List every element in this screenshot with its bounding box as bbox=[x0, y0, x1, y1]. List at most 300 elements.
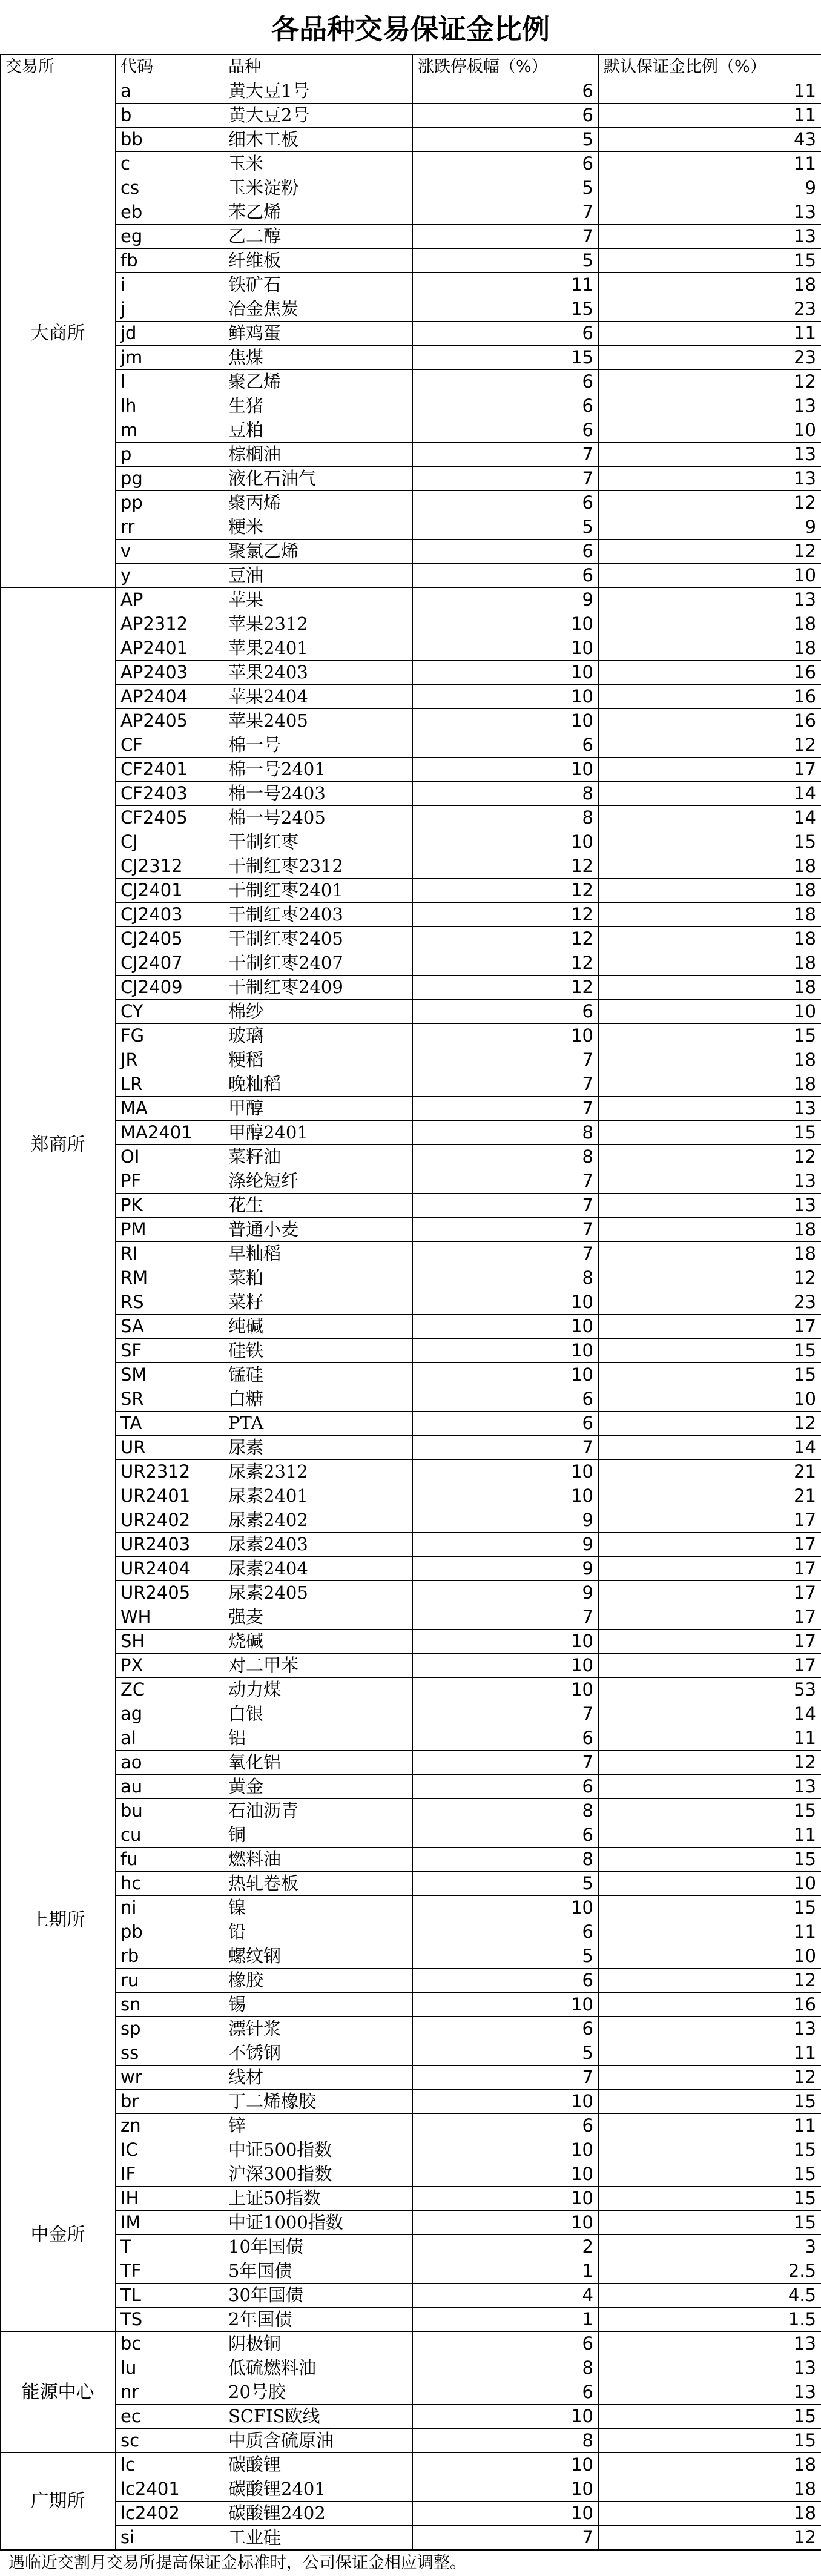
code-cell: si bbox=[116, 2526, 223, 2550]
table-row bbox=[1, 588, 821, 612]
limit-cell: 8 bbox=[413, 782, 599, 806]
code-cell: IM bbox=[116, 2211, 223, 2235]
margin-cell: 13 bbox=[599, 2356, 821, 2380]
table-row bbox=[1, 2114, 821, 2138]
code-cell: lc2402 bbox=[116, 2502, 223, 2526]
code-cell: ss bbox=[116, 2041, 223, 2066]
limit-cell: 7 bbox=[413, 225, 599, 249]
margin-cell: 13 bbox=[599, 2017, 821, 2041]
product-cell: 菜粕 bbox=[223, 1266, 413, 1290]
code-cell: CF bbox=[116, 733, 223, 758]
limit-cell: 10 bbox=[413, 1630, 599, 1654]
product-cell: 早籼稻 bbox=[223, 1242, 413, 1266]
table-row bbox=[1, 1678, 821, 1702]
code-cell: wr bbox=[116, 2066, 223, 2090]
code-cell: CJ2407 bbox=[116, 951, 223, 976]
product-cell: 镍 bbox=[223, 1896, 413, 1920]
code-cell: TS bbox=[116, 2308, 223, 2332]
code-cell: TA bbox=[116, 1412, 223, 1436]
margin-cell: 43 bbox=[599, 128, 821, 152]
limit-cell: 10 bbox=[413, 612, 599, 636]
table-row bbox=[1, 1702, 821, 1726]
product-cell: 动力煤 bbox=[223, 1678, 413, 1702]
code-cell: pg bbox=[116, 467, 223, 491]
limit-cell: 2 bbox=[413, 2235, 599, 2259]
limit-cell: 7 bbox=[413, 1436, 599, 1460]
product-cell: 豆粕 bbox=[223, 418, 413, 443]
header-margin: 默认保证金比例（%） bbox=[599, 55, 821, 79]
product-cell: 工业硅 bbox=[223, 2526, 413, 2550]
margin-cell: 11 bbox=[599, 2114, 821, 2138]
product-cell: 晚籼稻 bbox=[223, 1072, 413, 1097]
header-limit: 涨跌停板幅（%） bbox=[413, 55, 599, 79]
code-cell: RI bbox=[116, 1242, 223, 1266]
footnote: 遇临近交割月交易所提高保证金标准时，公司保证金相应调整。 bbox=[0, 2550, 821, 2576]
margin-cell: 13 bbox=[599, 1775, 821, 1799]
product-cell: 棉一号2401 bbox=[223, 758, 413, 782]
code-cell: RM bbox=[116, 1266, 223, 1290]
product-cell: 尿素2403 bbox=[223, 1533, 413, 1557]
table-row bbox=[1, 1799, 821, 1823]
limit-cell: 6 bbox=[413, 104, 599, 128]
margin-cell: 18 bbox=[599, 1048, 821, 1072]
code-cell: c bbox=[116, 152, 223, 176]
code-cell: PK bbox=[116, 1194, 223, 1218]
table-row bbox=[1, 346, 821, 370]
margin-cell: 12 bbox=[599, 1412, 821, 1436]
table-row bbox=[1, 2187, 821, 2211]
code-cell: CJ2401 bbox=[116, 879, 223, 903]
table-row bbox=[1, 1944, 821, 1969]
product-cell: 丁二烯橡胶 bbox=[223, 2090, 413, 2114]
limit-cell: 12 bbox=[413, 951, 599, 976]
limit-cell: 10 bbox=[413, 685, 599, 709]
margin-cell: 15 bbox=[599, 2090, 821, 2114]
product-cell: 铜 bbox=[223, 1823, 413, 1848]
table-row bbox=[1, 1412, 821, 1436]
table-row bbox=[1, 297, 821, 322]
margin-cell: 18 bbox=[599, 903, 821, 927]
table-row bbox=[1, 2211, 821, 2235]
margin-cell: 12 bbox=[599, 1266, 821, 1290]
product-cell: 液化石油气 bbox=[223, 467, 413, 491]
code-cell: AP2401 bbox=[116, 636, 223, 661]
limit-cell: 7 bbox=[413, 2526, 599, 2550]
code-cell: PX bbox=[116, 1654, 223, 1678]
code-cell: j bbox=[116, 297, 223, 322]
code-cell: TL bbox=[116, 2284, 223, 2308]
limit-cell: 6 bbox=[413, 2380, 599, 2405]
limit-cell: 7 bbox=[413, 1242, 599, 1266]
product-cell: 玻璃 bbox=[223, 1024, 413, 1048]
margin-cell: 10 bbox=[599, 1000, 821, 1024]
product-cell: 尿素2404 bbox=[223, 1557, 413, 1581]
margin-cell: 10 bbox=[599, 1387, 821, 1412]
margin-cell: 13 bbox=[599, 200, 821, 225]
table-row bbox=[1, 176, 821, 200]
limit-cell: 6 bbox=[413, 1969, 599, 1993]
product-cell: 尿素 bbox=[223, 1436, 413, 1460]
product-cell: 20号胶 bbox=[223, 2380, 413, 2405]
limit-cell: 10 bbox=[413, 2187, 599, 2211]
margin-cell: 18 bbox=[599, 612, 821, 636]
product-cell: 铁矿石 bbox=[223, 273, 413, 297]
product-cell: 冶金焦炭 bbox=[223, 297, 413, 322]
product-cell: 尿素2405 bbox=[223, 1581, 413, 1605]
code-cell: fb bbox=[116, 249, 223, 273]
limit-cell: 10 bbox=[413, 1896, 599, 1920]
limit-cell: 12 bbox=[413, 927, 599, 951]
product-cell: 中证500指数 bbox=[223, 2138, 413, 2162]
product-cell: 干制红枣2409 bbox=[223, 976, 413, 1000]
margin-cell: 15 bbox=[599, 830, 821, 854]
code-cell: SH bbox=[116, 1630, 223, 1654]
margin-cell: 17 bbox=[599, 1654, 821, 1678]
table-row bbox=[1, 540, 821, 564]
table-row bbox=[1, 782, 821, 806]
code-cell: FG bbox=[116, 1024, 223, 1048]
code-cell: lu bbox=[116, 2356, 223, 2380]
margin-cell: 13 bbox=[599, 467, 821, 491]
limit-cell: 8 bbox=[413, 1266, 599, 1290]
product-cell: 尿素2401 bbox=[223, 1484, 413, 1508]
product-cell: 碳酸锂 bbox=[223, 2453, 413, 2477]
product-cell: 干制红枣2407 bbox=[223, 951, 413, 976]
table-row bbox=[1, 1363, 821, 1387]
header-code: 代码 bbox=[116, 55, 223, 79]
product-cell: 干制红枣2312 bbox=[223, 854, 413, 879]
margin-cell: 15 bbox=[599, 2162, 821, 2187]
table-row bbox=[1, 1581, 821, 1605]
page-title: 各品种交易保证金比例 bbox=[0, 0, 821, 54]
margin-cell: 12 bbox=[599, 2526, 821, 2550]
table-row bbox=[1, 661, 821, 685]
product-cell: 棉一号2405 bbox=[223, 806, 413, 830]
limit-cell: 10 bbox=[413, 2477, 599, 2502]
product-cell: 棉一号 bbox=[223, 733, 413, 758]
product-cell: 烧碱 bbox=[223, 1630, 413, 1654]
table-row bbox=[1, 2017, 821, 2041]
table-row bbox=[1, 564, 821, 588]
margin-cell: 17 bbox=[599, 1508, 821, 1533]
margin-cell: 18 bbox=[599, 1218, 821, 1242]
product-cell: 聚氯乙烯 bbox=[223, 540, 413, 564]
table-row bbox=[1, 1315, 821, 1339]
limit-cell: 7 bbox=[413, 1702, 599, 1726]
margin-cell: 12 bbox=[599, 540, 821, 564]
table-row bbox=[1, 2477, 821, 2502]
code-cell: eb bbox=[116, 200, 223, 225]
code-cell: AP2312 bbox=[116, 612, 223, 636]
table-row bbox=[1, 758, 821, 782]
code-cell: rr bbox=[116, 515, 223, 540]
product-cell: 鲜鸡蛋 bbox=[223, 322, 413, 346]
code-cell: eg bbox=[116, 225, 223, 249]
product-cell: 10年国债 bbox=[223, 2235, 413, 2259]
margin-cell: 15 bbox=[599, 1339, 821, 1363]
code-cell: lc2401 bbox=[116, 2477, 223, 2502]
margin-cell: 17 bbox=[599, 1533, 821, 1557]
code-cell: pp bbox=[116, 491, 223, 515]
product-cell: 漂针浆 bbox=[223, 2017, 413, 2041]
limit-cell: 6 bbox=[413, 1775, 599, 1799]
limit-cell: 7 bbox=[413, 1218, 599, 1242]
limit-cell: 7 bbox=[413, 1194, 599, 1218]
margin-cell: 9 bbox=[599, 515, 821, 540]
table-row bbox=[1, 1751, 821, 1775]
code-cell: UR2403 bbox=[116, 1533, 223, 1557]
code-cell: l bbox=[116, 370, 223, 394]
limit-cell: 12 bbox=[413, 879, 599, 903]
table-row bbox=[1, 152, 821, 176]
product-cell: 苯乙烯 bbox=[223, 200, 413, 225]
limit-cell: 6 bbox=[413, 564, 599, 588]
margin-cell: 15 bbox=[599, 2211, 821, 2235]
table-row bbox=[1, 854, 821, 879]
table-row bbox=[1, 1533, 821, 1557]
limit-cell: 5 bbox=[413, 249, 599, 273]
product-cell: 玉米淀粉 bbox=[223, 176, 413, 200]
margin-cell: 18 bbox=[599, 2453, 821, 2477]
margin-cell: 17 bbox=[599, 1630, 821, 1654]
code-cell: lh bbox=[116, 394, 223, 418]
table-row bbox=[1, 636, 821, 661]
product-cell: 豆油 bbox=[223, 564, 413, 588]
table-row bbox=[1, 2332, 821, 2356]
product-cell: 棉一号2403 bbox=[223, 782, 413, 806]
code-cell: jd bbox=[116, 322, 223, 346]
table-row bbox=[1, 104, 821, 128]
table-row bbox=[1, 1484, 821, 1508]
limit-cell: 8 bbox=[413, 806, 599, 830]
code-cell: CF2401 bbox=[116, 758, 223, 782]
margin-cell: 18 bbox=[599, 951, 821, 976]
table-row bbox=[1, 2526, 821, 2550]
table-row bbox=[1, 1557, 821, 1581]
code-cell: RS bbox=[116, 1290, 223, 1315]
margin-cell: 1.5 bbox=[599, 2308, 821, 2332]
code-cell: a bbox=[116, 79, 223, 104]
code-cell: WH bbox=[116, 1605, 223, 1630]
product-cell: 2年国债 bbox=[223, 2308, 413, 2332]
limit-cell: 11 bbox=[413, 273, 599, 297]
product-cell: 棉纱 bbox=[223, 1000, 413, 1024]
margin-cell: 13 bbox=[599, 2332, 821, 2356]
margin-cell: 12 bbox=[599, 1751, 821, 1775]
table-row bbox=[1, 1726, 821, 1751]
product-cell: 黄大豆2号 bbox=[223, 104, 413, 128]
product-cell: 线材 bbox=[223, 2066, 413, 2090]
table-row bbox=[1, 903, 821, 927]
table-row bbox=[1, 2162, 821, 2187]
table-row bbox=[1, 879, 821, 903]
margin-cell: 15 bbox=[599, 2405, 821, 2429]
margin-cell: 11 bbox=[599, 152, 821, 176]
table-row bbox=[1, 491, 821, 515]
code-cell: m bbox=[116, 418, 223, 443]
code-cell: cu bbox=[116, 1823, 223, 1848]
limit-cell: 10 bbox=[413, 2162, 599, 2187]
product-cell: 铝 bbox=[223, 1726, 413, 1751]
table-row bbox=[1, 1194, 821, 1218]
margin-cell: 15 bbox=[599, 1024, 821, 1048]
code-cell: zn bbox=[116, 2114, 223, 2138]
margin-cell: 15 bbox=[599, 1121, 821, 1145]
margin-cell: 18 bbox=[599, 879, 821, 903]
margin-cell: 10 bbox=[599, 1872, 821, 1896]
product-cell: 锌 bbox=[223, 2114, 413, 2138]
limit-cell: 6 bbox=[413, 370, 599, 394]
limit-cell: 6 bbox=[413, 322, 599, 346]
limit-cell: 8 bbox=[413, 2356, 599, 2380]
limit-cell: 9 bbox=[413, 1581, 599, 1605]
code-cell: SR bbox=[116, 1387, 223, 1412]
code-cell: CF2405 bbox=[116, 806, 223, 830]
limit-cell: 6 bbox=[413, 1726, 599, 1751]
exchange-cell: 大商所 bbox=[1, 79, 116, 588]
product-cell: 不锈钢 bbox=[223, 2041, 413, 2066]
limit-cell: 10 bbox=[413, 1024, 599, 1048]
code-cell: y bbox=[116, 564, 223, 588]
product-cell: 强麦 bbox=[223, 1605, 413, 1630]
table-row bbox=[1, 1339, 821, 1363]
table-row bbox=[1, 322, 821, 346]
limit-cell: 1 bbox=[413, 2259, 599, 2284]
margin-cell: 18 bbox=[599, 1072, 821, 1097]
margin-cell: 18 bbox=[599, 854, 821, 879]
table-row bbox=[1, 2090, 821, 2114]
product-cell: 粳稻 bbox=[223, 1048, 413, 1072]
table-row bbox=[1, 1605, 821, 1630]
code-cell: br bbox=[116, 2090, 223, 2114]
product-cell: 螺纹钢 bbox=[223, 1944, 413, 1969]
limit-cell: 6 bbox=[413, 491, 599, 515]
margin-cell: 11 bbox=[599, 1823, 821, 1848]
table-row bbox=[1, 1460, 821, 1484]
table-row bbox=[1, 1920, 821, 1944]
limit-cell: 4 bbox=[413, 2284, 599, 2308]
limit-cell: 7 bbox=[413, 2066, 599, 2090]
product-cell: 燃料油 bbox=[223, 1848, 413, 1872]
table-row bbox=[1, 1387, 821, 1412]
product-cell: 甲醇 bbox=[223, 1097, 413, 1121]
limit-cell: 9 bbox=[413, 1508, 599, 1533]
limit-cell: 8 bbox=[413, 2429, 599, 2453]
margin-cell: 13 bbox=[599, 588, 821, 612]
table-row bbox=[1, 370, 821, 394]
product-cell: 尿素2312 bbox=[223, 1460, 413, 1484]
margin-cell: 15 bbox=[599, 249, 821, 273]
limit-cell: 10 bbox=[413, 1678, 599, 1702]
table-row bbox=[1, 2066, 821, 2090]
margin-cell: 10 bbox=[599, 418, 821, 443]
product-cell: 对二甲苯 bbox=[223, 1654, 413, 1678]
limit-cell: 6 bbox=[413, 1000, 599, 1024]
table-row bbox=[1, 1121, 821, 1145]
table-row bbox=[1, 830, 821, 854]
product-cell: 细木工板 bbox=[223, 128, 413, 152]
limit-cell: 12 bbox=[413, 976, 599, 1000]
margin-cell: 14 bbox=[599, 782, 821, 806]
product-cell: 沪深300指数 bbox=[223, 2162, 413, 2187]
limit-cell: 15 bbox=[413, 297, 599, 322]
code-cell: UR2405 bbox=[116, 1581, 223, 1605]
table-row bbox=[1, 1848, 821, 1872]
table-row bbox=[1, 1436, 821, 1460]
code-cell: jm bbox=[116, 346, 223, 370]
limit-cell: 10 bbox=[413, 1993, 599, 2017]
table-row bbox=[1, 1823, 821, 1848]
limit-cell: 12 bbox=[413, 854, 599, 879]
code-cell: PM bbox=[116, 1218, 223, 1242]
product-cell: 苹果2404 bbox=[223, 685, 413, 709]
table-row bbox=[1, 1290, 821, 1315]
table-row bbox=[1, 79, 821, 104]
margin-cell: 18 bbox=[599, 636, 821, 661]
product-cell: 菜籽 bbox=[223, 1290, 413, 1315]
limit-cell: 7 bbox=[413, 467, 599, 491]
code-cell: bb bbox=[116, 128, 223, 152]
code-cell: ag bbox=[116, 1702, 223, 1726]
margin-cell: 14 bbox=[599, 806, 821, 830]
margin-table bbox=[0, 54, 821, 2550]
margin-cell: 17 bbox=[599, 1557, 821, 1581]
table-row bbox=[1, 1000, 821, 1024]
limit-cell: 7 bbox=[413, 1072, 599, 1097]
table-row bbox=[1, 443, 821, 467]
limit-cell: 6 bbox=[413, 1412, 599, 1436]
margin-cell: 23 bbox=[599, 346, 821, 370]
code-cell: ru bbox=[116, 1969, 223, 1993]
table-row bbox=[1, 1169, 821, 1194]
table-row bbox=[1, 273, 821, 297]
margin-cell: 16 bbox=[599, 661, 821, 685]
code-cell: AP bbox=[116, 588, 223, 612]
table-row bbox=[1, 1508, 821, 1533]
product-cell: 低硫燃料油 bbox=[223, 2356, 413, 2380]
margin-cell: 11 bbox=[599, 2041, 821, 2066]
code-cell: p bbox=[116, 443, 223, 467]
code-cell: CJ bbox=[116, 830, 223, 854]
product-cell: 涤纶短纤 bbox=[223, 1169, 413, 1194]
table-row bbox=[1, 1072, 821, 1097]
margin-cell: 15 bbox=[599, 2187, 821, 2211]
limit-cell: 10 bbox=[413, 2405, 599, 2429]
limit-cell: 10 bbox=[413, 709, 599, 733]
code-cell: bu bbox=[116, 1799, 223, 1823]
table-row bbox=[1, 685, 821, 709]
code-cell: AP2405 bbox=[116, 709, 223, 733]
limit-cell: 10 bbox=[413, 1654, 599, 1678]
code-cell: IH bbox=[116, 2187, 223, 2211]
margin-cell: 13 bbox=[599, 1194, 821, 1218]
margin-cell: 12 bbox=[599, 1145, 821, 1169]
limit-cell: 6 bbox=[413, 152, 599, 176]
table-row bbox=[1, 709, 821, 733]
product-cell: 花生 bbox=[223, 1194, 413, 1218]
table-row bbox=[1, 976, 821, 1000]
code-cell: UR2404 bbox=[116, 1557, 223, 1581]
product-cell: 生猪 bbox=[223, 394, 413, 418]
table-row bbox=[1, 927, 821, 951]
limit-cell: 6 bbox=[413, 2114, 599, 2138]
margin-cell: 13 bbox=[599, 394, 821, 418]
product-cell: 聚丙烯 bbox=[223, 491, 413, 515]
limit-cell: 10 bbox=[413, 1339, 599, 1363]
table-row bbox=[1, 806, 821, 830]
code-cell: CJ2405 bbox=[116, 927, 223, 951]
margin-cell: 11 bbox=[599, 79, 821, 104]
